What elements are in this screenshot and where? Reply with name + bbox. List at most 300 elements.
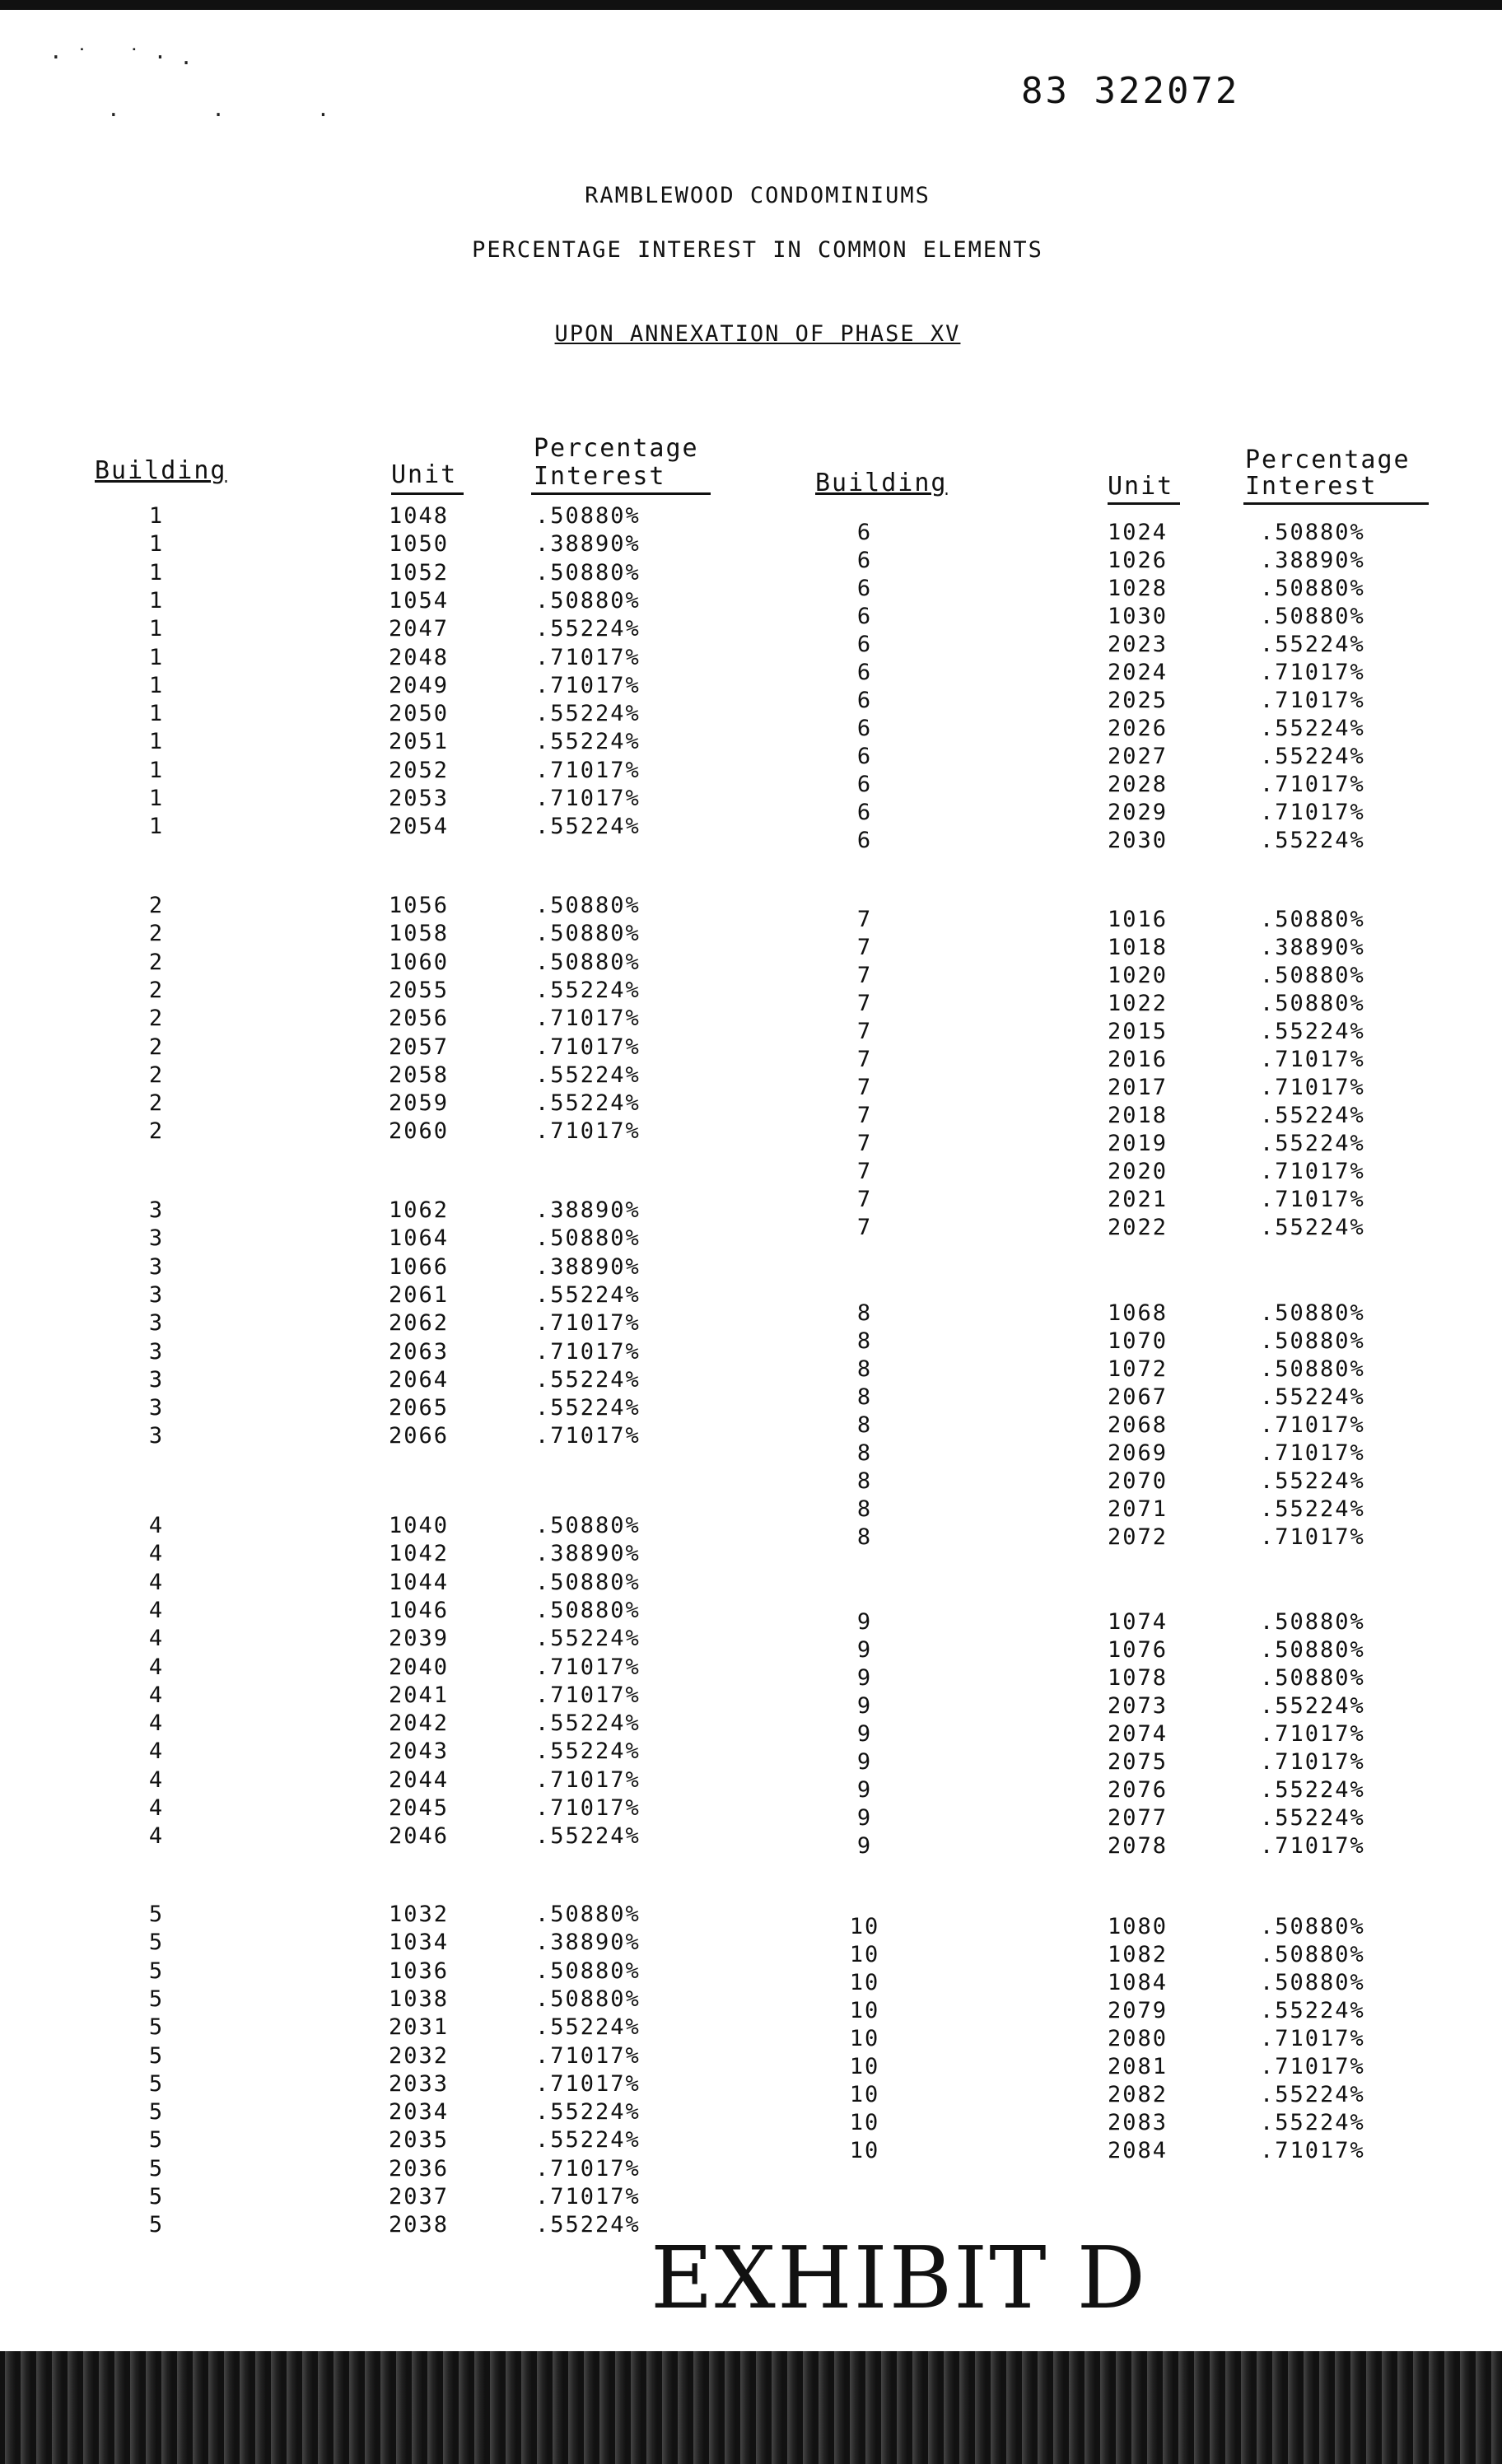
left-header-building: Building <box>95 456 227 485</box>
building-number: 7 <box>856 1187 873 1212</box>
building-number: 8 <box>856 1356 873 1382</box>
building-number: 2 <box>148 893 165 918</box>
left-interest-underline <box>531 492 711 495</box>
percentage-interest: .71017% <box>535 2042 641 2069</box>
building-number: 4 <box>148 1654 165 1680</box>
building-number: 5 <box>148 2127 165 2154</box>
document-number: 83 322072 <box>1021 70 1240 112</box>
building-number: 3 <box>148 1395 165 1421</box>
unit-number: 2018 <box>1108 1103 1168 1128</box>
scan-specks: ·˙ ˙·. <box>49 45 206 70</box>
percentage-interest: .38890% <box>1260 548 1365 573</box>
percentage-interest: .55224% <box>1260 632 1365 657</box>
building-number: 5 <box>148 2099 165 2126</box>
unit-number: 1030 <box>1108 604 1168 629</box>
percentage-interest: .50880% <box>1260 963 1365 988</box>
right-header-building: Building <box>815 469 948 497</box>
unit-number: 1038 <box>389 1986 450 2012</box>
percentage-interest: .55224% <box>535 2212 641 2238</box>
unit-number: 1046 <box>389 1597 450 1623</box>
scan-top-border <box>0 0 1502 10</box>
percentage-interest: .55224% <box>1260 1468 1365 1494</box>
unit-number: 2044 <box>389 1766 450 1793</box>
percentage-interest: .71017% <box>1260 772 1365 797</box>
title-annexation: UPON ANNEXATION OF PHASE XV <box>554 321 961 347</box>
percentage-interest: .50880% <box>1260 1637 1365 1663</box>
unit-number: 1032 <box>389 1902 450 1927</box>
percentage-interest: .55224% <box>535 701 641 727</box>
unit-number: 1050 <box>389 531 450 558</box>
unit-number: 2051 <box>389 729 450 755</box>
unit-number: 2063 <box>389 1338 450 1365</box>
unit-number: 1042 <box>389 1541 450 1567</box>
unit-number: 2078 <box>1108 1833 1168 1859</box>
building-number: 9 <box>856 1609 873 1635</box>
unit-number: 1056 <box>389 893 450 918</box>
unit-number: 2017 <box>1108 1075 1168 1100</box>
building-number: 1 <box>148 644 165 670</box>
building-number: 4 <box>148 1795 165 1821</box>
unit-number: 1060 <box>389 949 450 975</box>
building-number: 10 <box>849 1914 880 1939</box>
building-number: 8 <box>856 1412 873 1438</box>
percentage-interest: .50880% <box>1260 1356 1365 1382</box>
unit-number: 2075 <box>1108 1749 1168 1775</box>
percentage-interest: .50880% <box>535 1225 641 1252</box>
unit-number: 2060 <box>389 1118 450 1145</box>
percentage-interest: .71017% <box>535 786 641 811</box>
unit-number: 2055 <box>389 977 450 1003</box>
unit-number: 2031 <box>389 2014 450 2041</box>
percentage-interest: .50880% <box>1260 576 1365 601</box>
unit-number: 2061 <box>389 1281 450 1308</box>
percentage-interest: .71017% <box>535 1338 641 1365</box>
unit-number: 2040 <box>389 1654 450 1680</box>
building-number: 6 <box>856 576 873 601</box>
unit-number: 1024 <box>1108 520 1168 545</box>
unit-number: 1034 <box>389 1930 450 1956</box>
unit-number: 2019 <box>1108 1131 1168 1156</box>
percentage-interest: .38890% <box>535 531 641 558</box>
percentage-interest: .50880% <box>535 1597 641 1623</box>
percentage-interest: .55224% <box>1260 1693 1365 1719</box>
unit-number: 1026 <box>1108 548 1168 573</box>
percentage-interest: .55224% <box>535 729 641 755</box>
unit-number: 2029 <box>1108 800 1168 825</box>
percentage-interest: .55224% <box>1260 1777 1365 1803</box>
percentage-interest: .71017% <box>535 2184 641 2210</box>
unit-number: 2084 <box>1108 2138 1168 2163</box>
percentage-interest: .71017% <box>1260 1721 1365 1747</box>
percentage-interest: .55224% <box>535 2127 641 2154</box>
building-number: 6 <box>856 688 873 713</box>
unit-number: 1082 <box>1108 1942 1168 1967</box>
unit-number: 1044 <box>389 1569 450 1595</box>
building-number: 5 <box>148 2042 165 2069</box>
percentage-interest: .50880% <box>1260 604 1365 629</box>
unit-number: 2041 <box>389 1682 450 1708</box>
building-number: 7 <box>856 1159 873 1184</box>
building-number: 1 <box>148 701 165 727</box>
percentage-interest: .55224% <box>535 977 641 1003</box>
percentage-interest: .38890% <box>1260 935 1365 960</box>
percentage-interest: .55224% <box>1260 2082 1365 2107</box>
building-number: 7 <box>856 963 873 988</box>
building-number: 6 <box>856 520 873 545</box>
unit-number: 1036 <box>389 1958 450 1984</box>
building-number: 3 <box>148 1423 165 1449</box>
percentage-interest: .55224% <box>1260 1998 1365 2023</box>
percentage-interest: .50880% <box>535 1958 641 1984</box>
percentage-interest: .50880% <box>535 1986 641 2012</box>
building-number: 5 <box>148 2155 165 2182</box>
percentage-interest: .50880% <box>1260 1609 1365 1635</box>
percentage-interest: .55224% <box>535 616 641 642</box>
percentage-interest: .50880% <box>1260 907 1365 932</box>
unit-number: 2033 <box>389 2070 450 2097</box>
building-number: 10 <box>849 2082 880 2107</box>
percentage-interest: .71017% <box>535 1766 641 1793</box>
building-number: 3 <box>148 1366 165 1393</box>
building-number: 10 <box>849 2110 880 2135</box>
unit-number: 1064 <box>389 1225 450 1252</box>
building-number: 8 <box>856 1300 873 1326</box>
unit-number: 1020 <box>1108 963 1168 988</box>
building-number: 3 <box>148 1281 165 1308</box>
unit-number: 2035 <box>389 2127 450 2154</box>
unit-number: 2039 <box>389 1626 450 1652</box>
right-header-unit: Unit <box>1108 472 1174 501</box>
left-header-percentage: Percentage <box>534 434 699 463</box>
building-number: 4 <box>148 1738 165 1765</box>
building-number: 9 <box>856 1805 873 1831</box>
building-number: 6 <box>856 800 873 825</box>
percentage-interest: .71017% <box>1260 660 1365 685</box>
percentage-interest: .50880% <box>535 1513 641 1538</box>
unit-number: 2082 <box>1108 2082 1168 2107</box>
percentage-interest: .55224% <box>535 1710 641 1737</box>
building-number: 10 <box>849 2138 880 2163</box>
building-number: 7 <box>856 1215 873 1240</box>
percentage-interest: .71017% <box>1260 688 1365 713</box>
percentage-interest: .50880% <box>1260 1914 1365 1939</box>
unit-number: 1048 <box>389 503 450 529</box>
unit-number: 2065 <box>389 1395 450 1421</box>
percentage-interest: .50880% <box>535 893 641 918</box>
percentage-interest: .38890% <box>535 1930 641 1956</box>
percentage-interest: .55224% <box>1260 744 1365 769</box>
exhibit-label: EXHIBIT D <box>651 2228 1148 2328</box>
building-number: 7 <box>856 1047 873 1072</box>
unit-number: 2032 <box>389 2042 450 2069</box>
unit-number: 1068 <box>1108 1300 1168 1326</box>
unit-number: 1018 <box>1108 935 1168 960</box>
building-number: 9 <box>856 1833 873 1859</box>
building-number: 7 <box>856 1075 873 1100</box>
unit-number: 2026 <box>1108 716 1168 741</box>
unit-number: 2077 <box>1108 1805 1168 1831</box>
building-number: 1 <box>148 616 165 642</box>
percentage-interest: .71017% <box>535 2155 641 2182</box>
percentage-interest: .71017% <box>1260 2054 1365 2079</box>
building-number: 5 <box>148 1986 165 2012</box>
percentage-interest: .71017% <box>1260 1047 1365 1072</box>
unit-number: 2073 <box>1108 1693 1168 1719</box>
building-number: 4 <box>148 1682 165 1708</box>
unit-number: 1066 <box>389 1253 450 1280</box>
unit-number: 2038 <box>389 2212 450 2238</box>
percentage-interest: .50880% <box>1260 1665 1365 1691</box>
building-number: 2 <box>148 977 165 1003</box>
building-number: 10 <box>849 2026 880 2051</box>
unit-number: 2036 <box>389 2155 450 2182</box>
percentage-interest: .71017% <box>1260 1833 1365 1859</box>
building-number: 2 <box>148 1062 165 1088</box>
unit-number: 2021 <box>1108 1187 1168 1212</box>
building-number: 7 <box>856 1131 873 1156</box>
building-number: 10 <box>849 2054 880 2079</box>
building-number: 7 <box>856 1103 873 1128</box>
building-number: 10 <box>849 1970 880 1995</box>
building-number: 5 <box>148 2014 165 2041</box>
building-number: 3 <box>148 1338 165 1365</box>
right-header-percentage: Percentage <box>1245 446 1411 474</box>
building-number: 8 <box>856 1440 873 1466</box>
unit-number: 2020 <box>1108 1159 1168 1184</box>
building-number: 3 <box>148 1253 165 1280</box>
unit-number: 2050 <box>389 701 450 727</box>
percentage-interest: .71017% <box>535 1118 641 1145</box>
unit-number: 2028 <box>1108 772 1168 797</box>
percentage-interest: .55224% <box>535 1281 641 1308</box>
unit-number: 2064 <box>389 1366 450 1393</box>
percentage-interest: .71017% <box>535 757 641 783</box>
unit-number: 2057 <box>389 1034 450 1060</box>
unit-number: 2070 <box>1108 1468 1168 1494</box>
building-number: 5 <box>148 2184 165 2210</box>
building-number: 3 <box>148 1197 165 1223</box>
percentage-interest: .50880% <box>1260 1970 1365 1995</box>
unit-number: 2068 <box>1108 1412 1168 1438</box>
building-number: 4 <box>148 1710 165 1737</box>
building-number: 1 <box>148 672 165 698</box>
unit-number: 2066 <box>389 1423 450 1449</box>
percentage-interest: .55224% <box>1260 1215 1365 1240</box>
percentage-interest: .55224% <box>535 1626 641 1652</box>
percentage-interest: .71017% <box>535 1310 641 1337</box>
percentage-interest: .55224% <box>1260 716 1365 741</box>
building-number: 1 <box>148 814 165 840</box>
left-unit-underline <box>391 492 464 495</box>
building-number: 2 <box>148 1118 165 1145</box>
building-number: 2 <box>148 1090 165 1117</box>
percentage-interest: .55224% <box>1260 1019 1365 1044</box>
percentage-interest: .71017% <box>535 1682 641 1708</box>
unit-number: 1022 <box>1108 991 1168 1016</box>
percentage-interest: .55224% <box>535 1738 641 1765</box>
building-number: 4 <box>148 1513 165 1538</box>
building-number: 4 <box>148 1597 165 1623</box>
building-number: 1 <box>148 757 165 783</box>
percentage-interest: .50880% <box>1260 520 1365 545</box>
percentage-interest: .55224% <box>535 1062 641 1088</box>
building-number: 7 <box>856 991 873 1016</box>
building-number: 4 <box>148 1766 165 1793</box>
unit-number: 1084 <box>1108 1970 1168 1995</box>
percentage-interest: .50880% <box>535 587 641 614</box>
percentage-interest: .38890% <box>535 1541 641 1567</box>
percentage-interest: .55224% <box>535 1366 641 1393</box>
building-number: 10 <box>849 1942 880 1967</box>
percentage-interest: .71017% <box>535 1034 641 1060</box>
unit-number: 2030 <box>1108 828 1168 853</box>
building-number: 6 <box>856 548 873 573</box>
building-number: 6 <box>856 772 873 797</box>
building-number: 5 <box>148 1930 165 1956</box>
percentage-interest: .71017% <box>1260 1440 1365 1466</box>
building-number: 4 <box>148 1626 165 1652</box>
building-number: 9 <box>856 1637 873 1663</box>
unit-number: 2079 <box>1108 1998 1168 2023</box>
building-number: 3 <box>148 1310 165 1337</box>
unit-number: 1080 <box>1108 1914 1168 1939</box>
unit-number: 2048 <box>389 644 450 670</box>
building-number: 1 <box>148 531 165 558</box>
building-number: 8 <box>856 1328 873 1354</box>
building-number: 6 <box>856 828 873 853</box>
building-number: 6 <box>856 632 873 657</box>
percentage-interest: .55224% <box>535 814 641 840</box>
building-number: 1 <box>148 786 165 811</box>
unit-number: 1040 <box>389 1513 450 1538</box>
percentage-interest: .71017% <box>535 644 641 670</box>
unit-number: 2015 <box>1108 1019 1168 1044</box>
building-number: 8 <box>856 1384 873 1410</box>
building-number: 8 <box>856 1496 873 1522</box>
building-number: 5 <box>148 2070 165 2097</box>
unit-number: 2027 <box>1108 744 1168 769</box>
unit-number: 1074 <box>1108 1609 1168 1635</box>
percentage-interest: .71017% <box>535 1795 641 1821</box>
unit-number: 2067 <box>1108 1384 1168 1410</box>
percentage-interest: .38890% <box>535 1197 641 1223</box>
unit-number: 2059 <box>389 1090 450 1117</box>
unit-number: 1058 <box>389 921 450 947</box>
building-number: 6 <box>856 716 873 741</box>
percentage-interest: .50880% <box>1260 1300 1365 1326</box>
percentage-interest: .55224% <box>1260 1131 1365 1156</box>
building-number: 7 <box>856 1019 873 1044</box>
scan-bottom-strip <box>0 2351 1502 2464</box>
percentage-interest: .50880% <box>535 559 641 586</box>
building-number: 2 <box>148 1034 165 1060</box>
unit-number: 2058 <box>389 1062 450 1088</box>
unit-number: 2043 <box>389 1738 450 1765</box>
unit-number: 2024 <box>1108 660 1168 685</box>
scan-specks-2: · · · <box>107 103 370 128</box>
building-number: 4 <box>148 1569 165 1595</box>
building-number: 8 <box>856 1524 873 1550</box>
percentage-interest: .71017% <box>1260 1187 1365 1212</box>
percentage-interest: .50880% <box>535 503 641 529</box>
unit-number: 2053 <box>389 786 450 811</box>
building-number: 1 <box>148 587 165 614</box>
unit-number: 2025 <box>1108 688 1168 713</box>
building-number: 6 <box>856 660 873 685</box>
unit-number: 1028 <box>1108 576 1168 601</box>
unit-number: 1072 <box>1108 1356 1168 1382</box>
title-condominium: RAMBLEWOOD CONDOMINIUMS <box>585 183 931 208</box>
percentage-interest: .55224% <box>1260 1384 1365 1410</box>
percentage-interest: .55224% <box>535 1090 641 1117</box>
percentage-interest: .71017% <box>1260 1749 1365 1775</box>
percentage-interest: .50880% <box>535 921 641 947</box>
unit-number: 2069 <box>1108 1440 1168 1466</box>
percentage-interest: .71017% <box>1260 1075 1365 1100</box>
right-unit-underline <box>1108 502 1180 505</box>
unit-number: 2045 <box>389 1795 450 1821</box>
unit-number: 2016 <box>1108 1047 1168 1072</box>
percentage-interest: .71017% <box>1260 1412 1365 1438</box>
building-number: 2 <box>148 921 165 947</box>
percentage-interest: .71017% <box>535 1654 641 1680</box>
percentage-interest: .50880% <box>1260 1328 1365 1354</box>
unit-number: 2022 <box>1108 1215 1168 1240</box>
unit-number: 2046 <box>389 1823 450 1850</box>
percentage-interest: .71017% <box>535 1423 641 1449</box>
unit-number: 2076 <box>1108 1777 1168 1803</box>
building-number: 9 <box>856 1749 873 1775</box>
percentage-interest: .71017% <box>1260 1159 1365 1184</box>
building-number: 3 <box>148 1225 165 1252</box>
unit-number: 1070 <box>1108 1328 1168 1354</box>
unit-number: 2037 <box>389 2184 450 2210</box>
left-header-unit: Unit <box>391 460 458 489</box>
percentage-interest: .55224% <box>1260 1103 1365 1128</box>
unit-number: 2074 <box>1108 1721 1168 1747</box>
percentage-interest: .55224% <box>1260 2110 1365 2135</box>
building-number: 2 <box>148 1006 165 1032</box>
unit-number: 2047 <box>389 616 450 642</box>
building-number: 5 <box>148 1902 165 1927</box>
unit-number: 2071 <box>1108 1496 1168 1522</box>
percentage-interest: .50880% <box>1260 1942 1365 1967</box>
percentage-interest: .71017% <box>535 2070 641 2097</box>
unit-number: 2023 <box>1108 632 1168 657</box>
building-number: 9 <box>856 1721 873 1747</box>
percentage-interest: .50880% <box>535 949 641 975</box>
percentage-interest: .55224% <box>535 2014 641 2041</box>
title-percentage-interest: PERCENTAGE INTEREST IN COMMON ELEMENTS <box>472 237 1043 263</box>
building-number: 1 <box>148 559 165 586</box>
unit-number: 2034 <box>389 2099 450 2126</box>
unit-number: 1052 <box>389 559 450 586</box>
building-number: 7 <box>856 935 873 960</box>
building-number: 2 <box>148 949 165 975</box>
percentage-interest: .71017% <box>1260 2026 1365 2051</box>
percentage-interest: .38890% <box>535 1253 641 1280</box>
building-number: 4 <box>148 1823 165 1850</box>
percentage-interest: .55224% <box>535 1823 641 1850</box>
building-number: 5 <box>148 2212 165 2238</box>
percentage-interest: .55224% <box>1260 1496 1365 1522</box>
building-number: 9 <box>856 1665 873 1691</box>
unit-number: 2052 <box>389 757 450 783</box>
percentage-interest: .71017% <box>1260 2138 1365 2163</box>
unit-number: 1016 <box>1108 907 1168 932</box>
building-number: 10 <box>849 1998 880 2023</box>
percentage-interest: .50880% <box>535 1569 641 1595</box>
